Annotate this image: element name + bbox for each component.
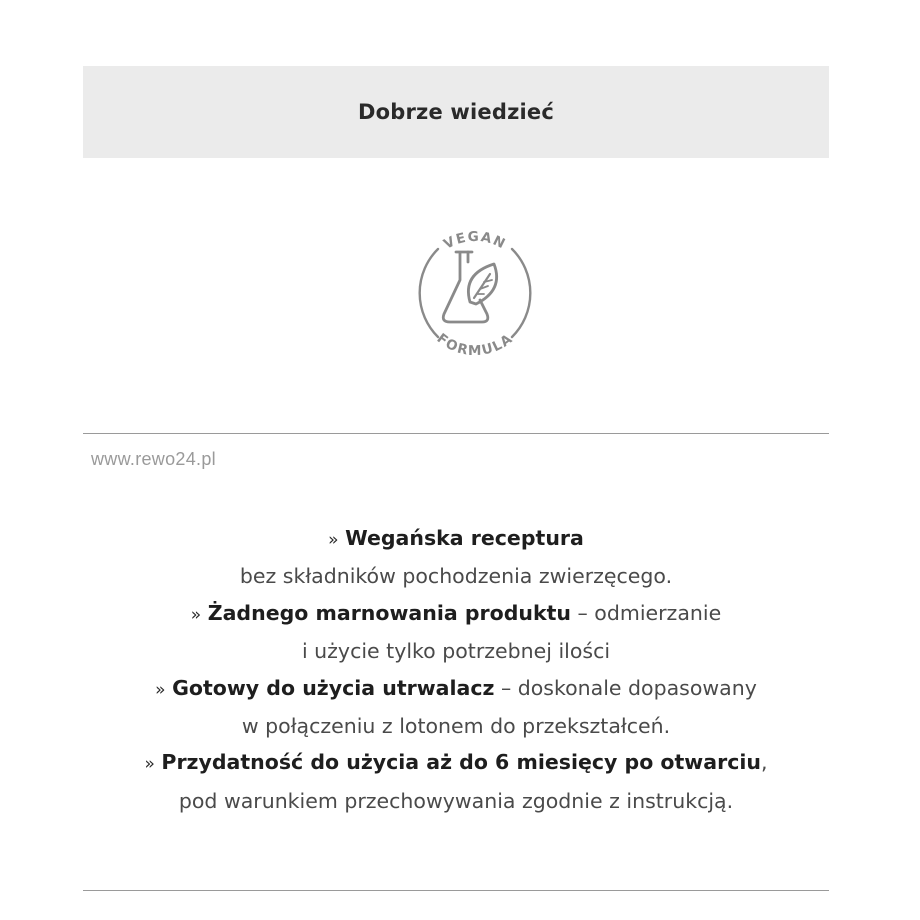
feature-item (83, 670, 829, 745)
feature-title: Wegańska receptura (345, 526, 584, 550)
feature-description: pod warunkiem przechowywania zgodnie z instrukcją. (178, 788, 734, 813)
watermark: www.rewo24.pl (91, 449, 216, 469)
divider (83, 890, 829, 891)
svg-text:FORMULA (434, 330, 517, 359)
feature-item (83, 744, 829, 819)
bullet-icon: » (190, 604, 202, 625)
feature-line (83, 670, 829, 708)
badge-bottom-text: FORMULA (433, 330, 517, 360)
feature-description: i użycie tylko potrzebnej ilości (301, 639, 611, 664)
feature-line (83, 744, 829, 782)
feature-description: bez składników pochodzenia zwierzęcego. (239, 564, 673, 589)
feature-list (83, 520, 829, 819)
feature-item (83, 520, 829, 595)
page-title: Dobrze wiedzieć (357, 100, 554, 124)
header-band (83, 66, 829, 158)
feature-rest: , (760, 750, 768, 775)
feature-title: Żadnego marnowania produktu (207, 600, 572, 625)
feature-line (83, 520, 829, 558)
feature-item (83, 595, 829, 670)
feature-line (83, 595, 829, 633)
feature-description: w połączeniu z lotonem do przekształceń. (241, 714, 671, 739)
divider (83, 433, 829, 434)
vegan-formula-badge (400, 218, 550, 368)
badge-top-text: VEGAN (441, 228, 509, 253)
feature-title: Gotowy do użycia utrwalacz (172, 675, 495, 700)
feature-title: Przydatność do użycia aż do 6 miesięcy po otwarciu (161, 750, 761, 775)
bullet-icon: » (155, 679, 166, 700)
feature-rest: – doskonale dopasowany (494, 675, 757, 700)
feature-rest: – odmierzanie (571, 600, 722, 625)
vegan-formula-icon (400, 218, 550, 368)
bullet-icon: » (328, 530, 339, 550)
bullet-icon: » (144, 754, 155, 775)
svg-text:VEGAN (441, 229, 509, 253)
